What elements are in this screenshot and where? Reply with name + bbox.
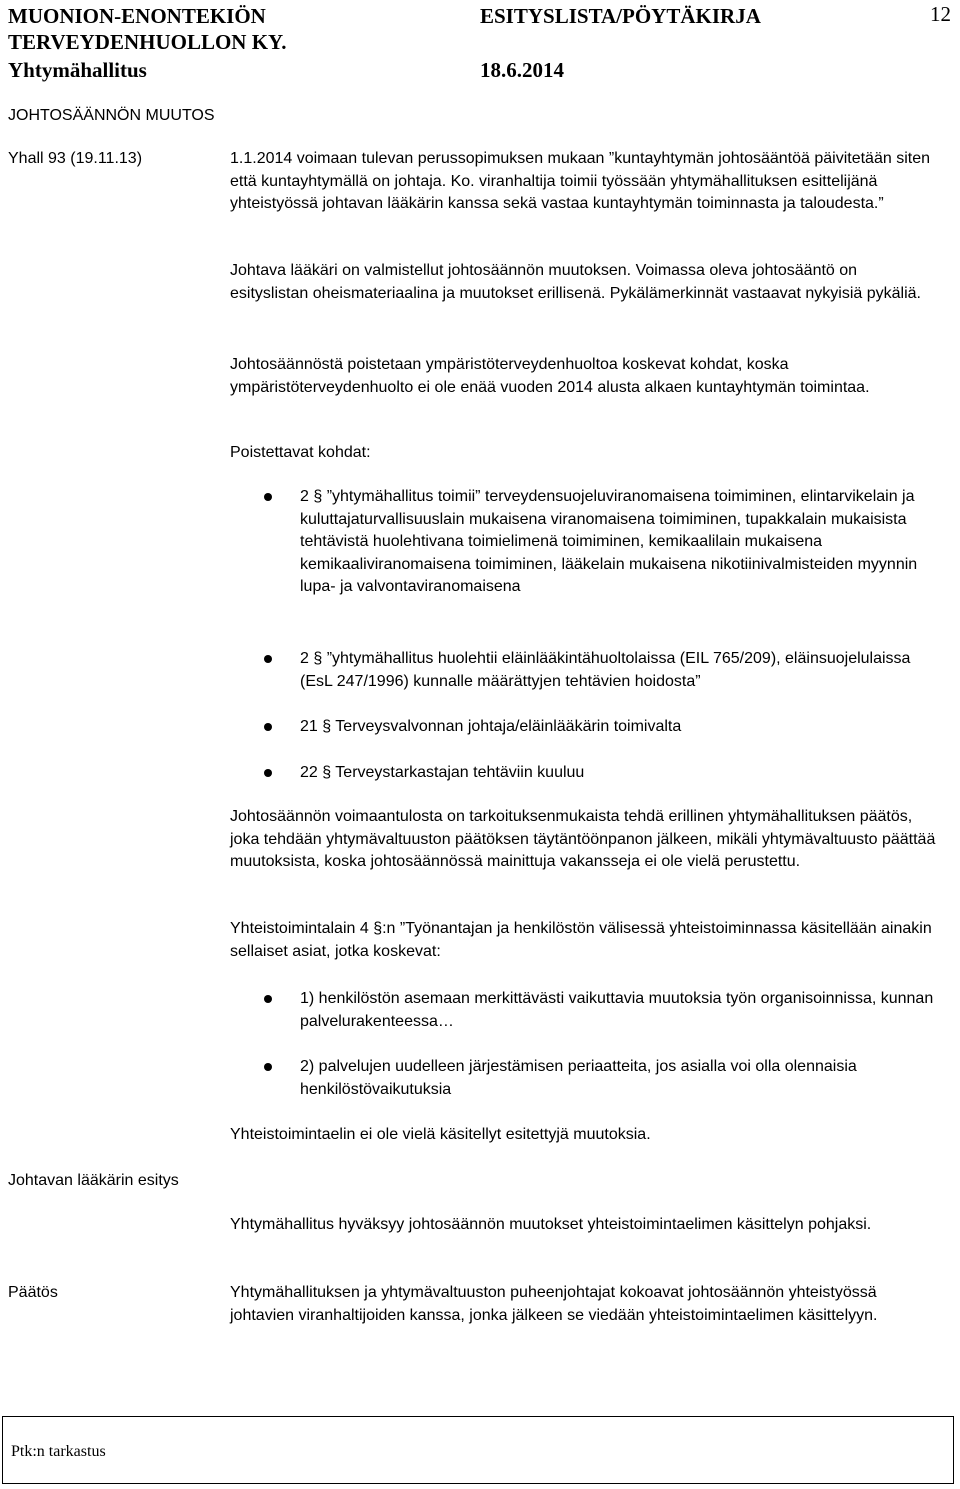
bullet-icon: [264, 1063, 272, 1071]
org-name-line1: MUONION-ENONTEKIÖN: [8, 4, 266, 28]
proposal-text: Yhtymähallitus hyväksyy johtosäännön muutokset yhteistoimintaelimen käsittelyn pohjaksi.: [230, 1216, 872, 1233]
list-item: [230, 648, 936, 693]
list-item: [230, 988, 936, 1033]
body-name: Yhtymähallitus: [8, 58, 147, 82]
paragraph-intro: 1.1.2014 voimaan tulevan perussopimuksen mukaan ”kuntayhtymän johtosääntöä päivitetään siten että kuntayhtymällä on johtaja. Ko. viranhaltija toimii työssään yhtymähallituksen esittelijänä yhteistyössä johtavan lääkärin kanssa sekä vastaa kuntayhtymän toiminnasta ja taloudesta.”: [230, 150, 930, 212]
list-item: [230, 762, 936, 785]
decision-text: Yhtymähallituksen ja yhtymävaltuuston puheenjohtajat kokoavat johtosäännön yhteistyössä johtavien viranhaltijoiden kanssa, jonka jälkeen se viedään yhteistoimintaelimen käsittelyyn.: [230, 1284, 878, 1324]
page-number: 12: [930, 2, 951, 26]
paragraph-entry-into-force: Johtosäännön voimaantulosta on tarkoituksenmukaista tehdä erillinen yhtymähallituksen päätös, joka tehdään yhtymävaltuuston päätöksen täytäntöönpanon jälkeen, mikäli yhtymävaltuusto päättää muutoksista, koska johtosäännössä mainittuja vakansseja ei ole vielä perustettu.: [230, 808, 936, 870]
meeting-date: 18.6.2014: [480, 58, 564, 82]
paragraph-cooperation-act: Yhteistoimintalain 4 §:n ”Työnantajan ja henkilöstön välisessä yhteistoiminnassa käsitellään ainakin sellaiset asiat, jotka koskevat:: [230, 920, 932, 960]
list-item-text: 2 § ”yhtymähallitus toimii” terveydensuojeluviranomaisena toimiminen, elintarvikelain ja kuluttajaturvallisuuslain mukaisena viranomaisena toimiminen, tupakkalain mukaisista tehtävistä huolehtivana toimielimenä toimiminen, kemikaalilain mukaisena kemikaaliviranomaisena toimiminen, lääkelain mukaisena nikotiinivalmisteiden myynnin lupa- ja valvontaviranomaisena: [300, 488, 918, 595]
list-item: [230, 486, 936, 599]
bullet-icon: [264, 995, 272, 1003]
list-item: [230, 1056, 936, 1101]
list-item-text: 2 § ”yhtymähallitus huolehtii eläinlääkintähuoltolaissa (EIL 765/209), eläinsuojelulaissa (EsL 247/1996) kunnalle määrättyjen tehtävien hoidosta”: [300, 650, 911, 690]
bullet-icon: [264, 493, 272, 501]
decision-label: Päätös: [8, 1284, 58, 1301]
list-item-text: 2) palvelujen uudelleen järjestämisen periaatteita, jos asialla voi olla olennaisia henkilöstövaikutuksia: [300, 1058, 857, 1098]
bullet-icon: [264, 655, 272, 663]
list-item-text: 1) henkilöstön asemaan merkittävästi vaikuttavia muutoksia työn organisoinnissa, kunnan palvelurakenteessa…: [300, 990, 934, 1030]
paragraph-removal-reason: Johtosäännöstä poistetaan ympäristöterveydenhuoltoa koskevat kohdat, koska ympäristöterveydenhuolto ei ole enää vuoden 2014 alusta alkaen kuntayhtymän toimintaa.: [230, 356, 870, 396]
case-reference: Yhall 93 (19.11.13): [8, 150, 143, 167]
org-name-line2: TERVEYDENHUOLLON KY.: [8, 30, 287, 54]
minutes-review-box: [2, 1416, 954, 1484]
bullet-icon: [264, 769, 272, 777]
list-item-text: 21 § Terveysvalvonnan johtaja/eläinlääkärin toimivalta: [300, 718, 682, 735]
bullet-icon: [264, 723, 272, 731]
proposal-label: Johtavan lääkärin esitys: [8, 1172, 179, 1189]
paragraph-removed-heading: Poistettavat kohdat:: [230, 444, 371, 461]
list-item: [230, 716, 936, 739]
document-type: ESITYSLISTA/PÖYTÄKIRJA: [480, 4, 761, 28]
paragraph-preparation: Johtava lääkäri on valmistellut johtosäännön muutoksen. Voimassa oleva johtosääntö on esityslistan oheismateriaalina ja muutokset erillisenä. Pykälämerkinnät vastaavat nykyisiä pykäliä.: [230, 262, 921, 302]
list-item-text: 22 § Terveystarkastajan tehtäviin kuuluu: [300, 764, 585, 781]
minutes-review-label: Ptk:n tarkastus: [11, 1443, 106, 1460]
section-title: JOHTOSÄÄNNÖN MUUTOS: [8, 107, 215, 124]
paragraph-cooperation-status: Yhteistoimintaelin ei ole vielä käsitellyt esitettyjä muutoksia.: [230, 1126, 651, 1143]
